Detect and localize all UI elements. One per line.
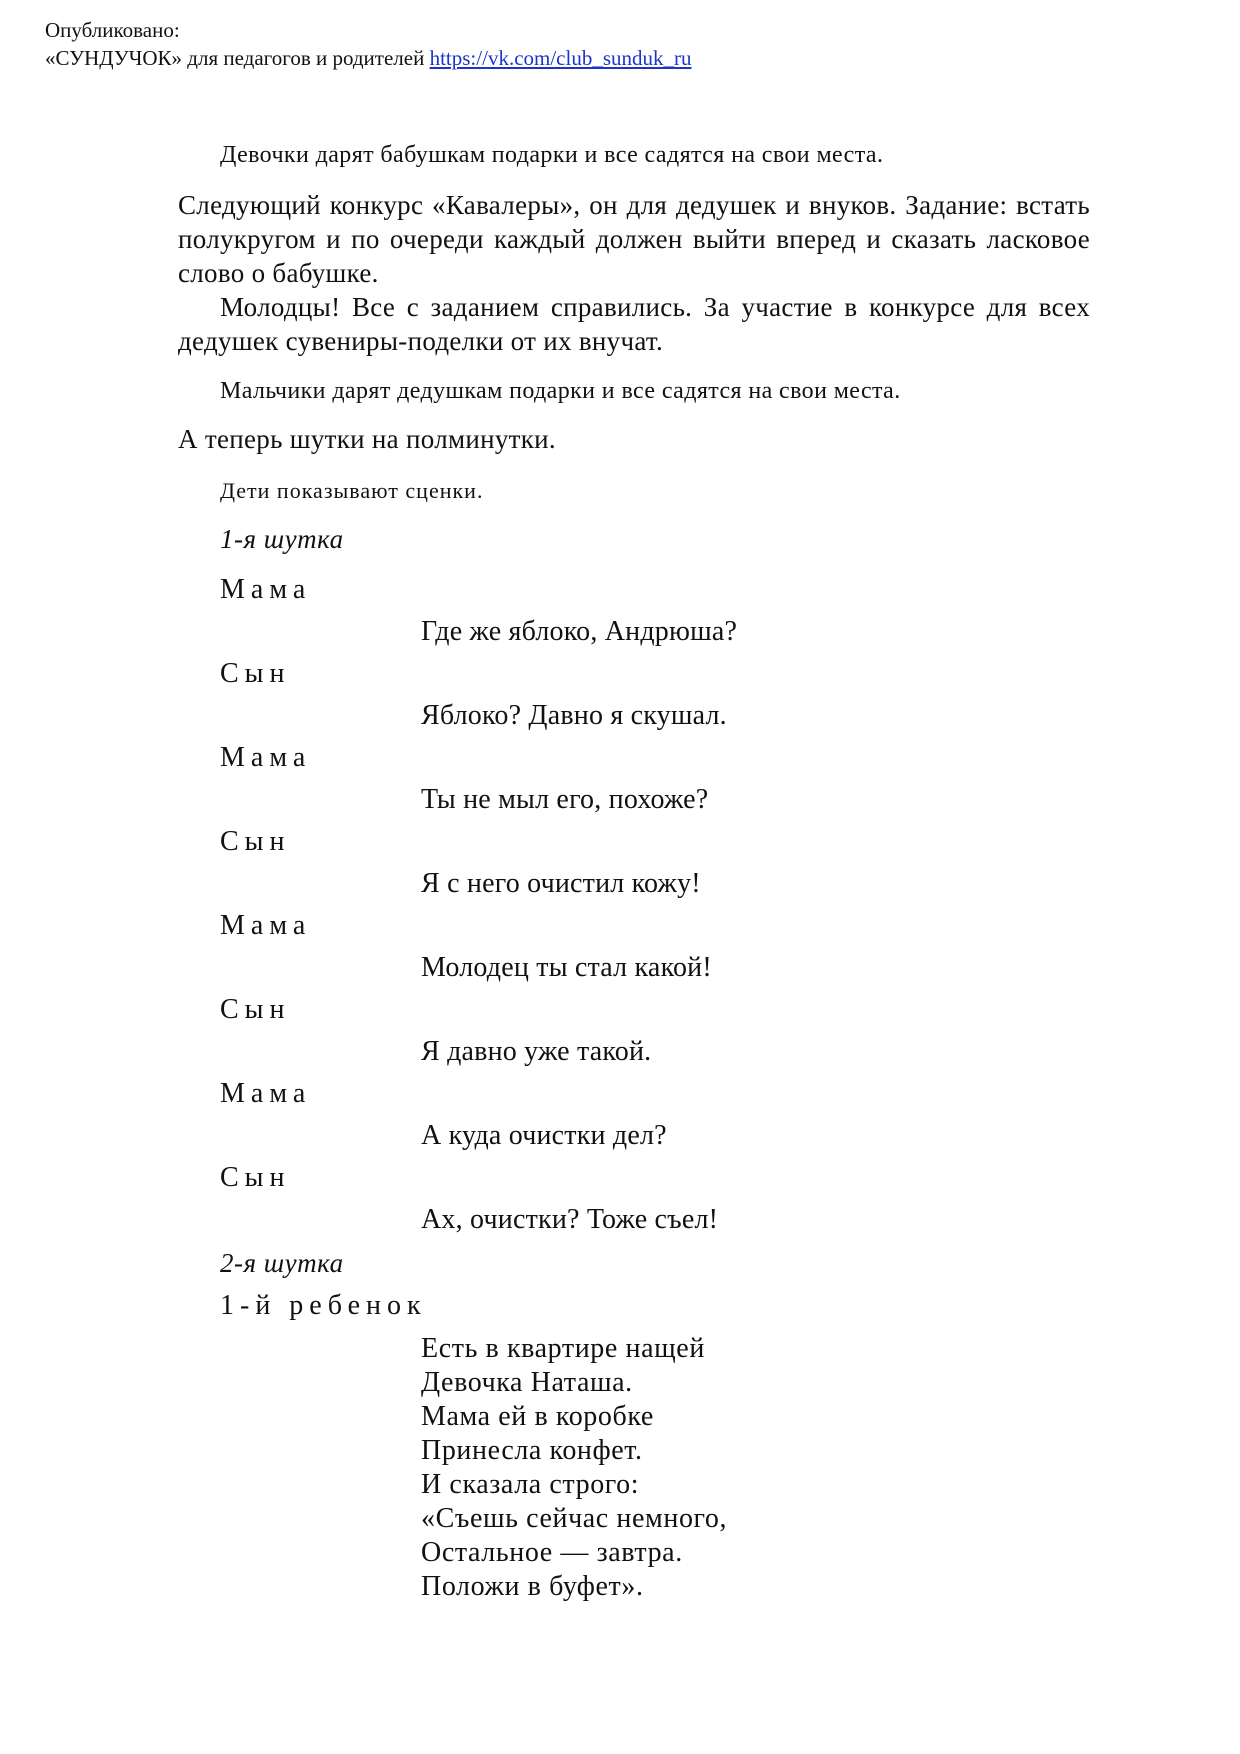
speaker-name: Сын bbox=[220, 994, 291, 1025]
published-label: Опубликовано: bbox=[45, 18, 180, 42]
speaker-name: Мама bbox=[220, 1078, 312, 1109]
poem-line: И сказала строго: bbox=[421, 1469, 640, 1500]
dialogue-line: Ах, очистки? Тоже съел! bbox=[421, 1204, 719, 1235]
source-line bbox=[45, 44, 692, 72]
joke2-poem bbox=[421, 1332, 727, 1604]
jokes-intro: А теперь шутки на полминутки. bbox=[178, 424, 556, 454]
poem-line: Есть в квартире нащей bbox=[421, 1333, 705, 1364]
dialogue-line: А куда очистки дел? bbox=[421, 1120, 667, 1151]
dialogue-line: Яблоко? Давно я скушал. bbox=[421, 700, 727, 731]
poem-line: Мама ей в коробке bbox=[421, 1401, 654, 1432]
speaker-name: Сын bbox=[220, 1162, 291, 1193]
poem-line: Принесла конфет. bbox=[421, 1435, 643, 1466]
dialogue-line: Ты не мыл его, похоже? bbox=[421, 784, 709, 815]
poem-line: Девочка Наташа. bbox=[421, 1367, 633, 1398]
speaker-name: Мама bbox=[220, 742, 312, 773]
dialogue-line: Я с него очистил кожу! bbox=[421, 868, 701, 899]
stage-direction-boys: Мальчики дарят дедушкам подарки и все садятся на свои места. bbox=[220, 378, 901, 404]
joke1-title: 1-я шутка bbox=[220, 524, 344, 554]
joke2-title: 2-я шутка bbox=[220, 1248, 344, 1278]
poem-line: Остальное — завтра. bbox=[421, 1537, 683, 1568]
source-text: «СУНДУЧОК» для педагогов и родителей bbox=[45, 46, 430, 70]
poem-line: Положи в буфет». bbox=[421, 1571, 644, 1602]
speaker-name: Сын bbox=[220, 658, 291, 689]
dialogue-line: Молодец ты стал какой! bbox=[421, 952, 712, 983]
contest-paragraph: Следующий конкурс «Кавалеры», он для дедушек и внуков. Задание: встать полукругом и по очереди каждый должен выйти вперед и сказать ласковое слово о бабушке. bbox=[178, 190, 1090, 288]
speaker-name: Мама bbox=[220, 910, 312, 941]
poem-line: «Съешь сейчас немного, bbox=[421, 1503, 728, 1534]
source-link[interactable]: https://vk.com/club_sunduk_ru bbox=[429, 46, 692, 70]
joke2-speaker: 1-й ребенок bbox=[220, 1290, 427, 1321]
praise-paragraph: Молодцы! Все с заданием справились. За участие в конкурсе для всех дедушек сувениры-поделки от их внучат. bbox=[178, 292, 1090, 356]
speaker-name: Мама bbox=[220, 574, 312, 605]
stage-direction-girls: Девочки дарят бабушкам подарки и все садятся на свои места. bbox=[220, 142, 884, 168]
dialogue-line: Где же яблоко, Андрюша? bbox=[421, 616, 738, 647]
speaker-name: Сын bbox=[220, 826, 291, 857]
dialogue-line: Я давно уже такой. bbox=[421, 1036, 652, 1067]
stage-direction-kids: Дети показывают сценки. bbox=[220, 478, 484, 503]
publication-header bbox=[45, 16, 692, 72]
